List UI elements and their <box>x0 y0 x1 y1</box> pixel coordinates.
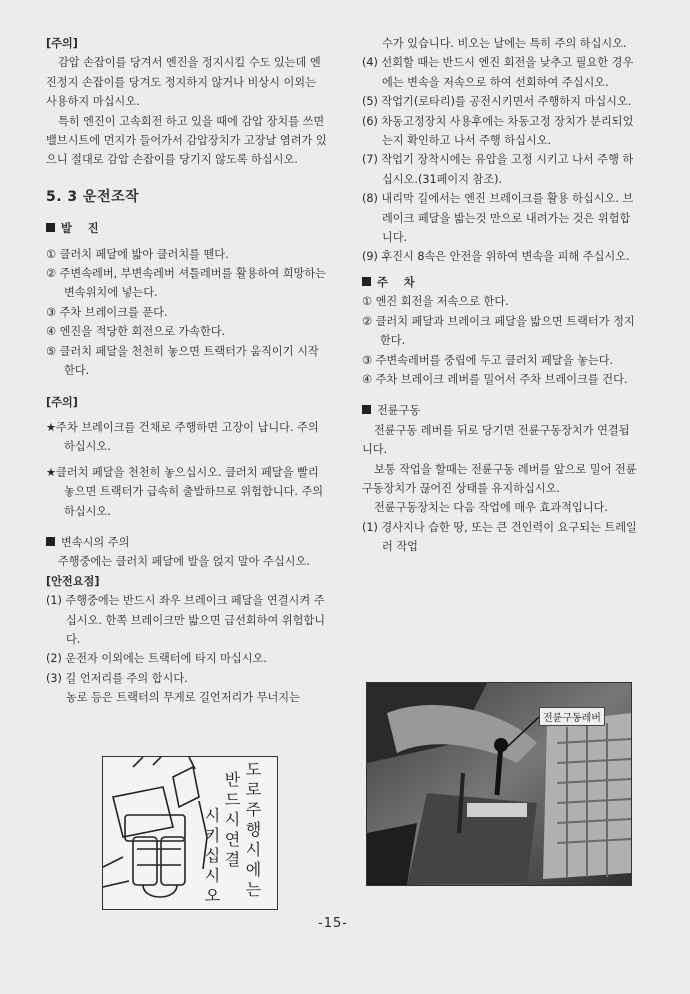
list-item: (9) 후진시 8속은 안전을 위하여 변속을 피해 주십시오. <box>362 250 630 264</box>
list-item: ③ 주차 브레이크를 푼다. <box>46 305 168 319</box>
photo-label: 전륜구동레버 <box>539 707 605 726</box>
caution-paragraph: 특히 엔진이 고속회전 하고 있을 때에 감압 장치를 쓰면 밸브시트에 먼지가 들어가서 감압장치가 고장날 염려가 있으니 절대로 감압 손잡이를 당기지 않도록 하십시오. <box>46 114 327 167</box>
caution-paragraph: 감압 손잡이를 당겨서 엔진을 정지시킬 수도 있는데 엔진정지 손잡이를 당겨도 정지하지 않거나 비상시 이외는 사용하지 마십시오. <box>46 56 321 109</box>
paragraph: 전륜구동 레버를 뒤로 당기면 전륜구동장치가 연결됩니다. <box>362 423 630 457</box>
list-item: (5) 작업기(로타리)를 공전시키면서 주행하지 마십시오. <box>362 95 632 109</box>
list-item: ③ 주변속레버를 중립에 두고 클러치 페달을 놓는다. <box>362 353 614 367</box>
list-item: (7) 작업기 장착시에는 유압을 고정 시키고 나서 주행 하십시오.(31페이지 참조). <box>362 153 634 186</box>
list-item: (6) 차동고정장치 사용후에는 차동고정 장치가 분리되었는지 확인하고 나서 주행 하십시오. <box>362 114 634 148</box>
paragraph: 주행중에는 클러치 페달에 발을 얹지 말아 주십시오. <box>58 555 310 569</box>
safety-heading: [안전요점] <box>46 574 100 588</box>
left-column <box>46 34 329 708</box>
illustration-caption: 반드시연결 <box>222 771 241 871</box>
list-item: ① 클러치 페달에 밟아 클러치를 뗀다. <box>46 247 229 261</box>
fwd-lever-photo <box>366 682 632 886</box>
illustration-caption: 시키십시오 <box>202 807 221 907</box>
paragraph: 보통 작업을 할때는 전륜구동 레버를 앞으로 밀어 전륜구동장치가 끊어진 상태를 유지하십시오. <box>362 462 637 495</box>
page-number: -15- <box>318 916 348 931</box>
list-item: ★클러치 페달을 천천히 놓으십시오. 클러치 페달을 빨리 놓으면 트랙터가 급속히 출발하므로 위험합니다. 주의 하십시오. <box>46 465 324 518</box>
list-item: ④ 엔진을 적당한 회전으로 가속한다. <box>46 325 226 339</box>
illustration-caption: 도로주행시에는 <box>243 761 262 901</box>
caution-heading: [주의] <box>46 395 78 409</box>
list-item: (8) 내리막 길에서는 엔진 브레이크를 활용 하십시오. 브레이크 페달을 밟는것 만으로 내려가는 것은 위험합니다. <box>362 192 634 245</box>
list-item: (1) 주행중에는 반드시 좌우 브레이크 페달을 연결시켜 주십시오. 한쪽 브레이크만 밟으면 급선회하여 위험합니다. <box>46 594 326 646</box>
subsection-heading: 전륜구동 <box>362 401 638 420</box>
square-bullet-icon <box>46 537 55 546</box>
square-bullet-icon <box>362 277 371 286</box>
list-item: ① 엔진 회전을 저속으로 한다. <box>362 295 509 309</box>
list-item: ★주차 브레이크를 건채로 주행하면 고장이 납니다. 주의하십시오. <box>46 420 319 454</box>
right-column <box>362 34 638 557</box>
list-item: ② 주변속레버, 부변속레버 셔틀레버를 활용하여 희망하는 변속위치에 넣는다. <box>46 267 326 300</box>
square-bullet-icon <box>46 223 55 232</box>
list-item: ⑤ 클러치 페달을 천천히 놓으면 트랙터가 움직이기 시작한다. <box>46 344 319 378</box>
subsection-heading: 발 진 <box>46 219 329 238</box>
paragraph: 전륜구동장치는 다음 작업에 매우 효과적입니다. <box>374 501 608 515</box>
list-item: (1) 경사지나 습한 땅, 또는 큰 견인력이 요구되는 트레일러 작업 <box>362 520 637 554</box>
list-item: ② 클러치 페달과 브레이크 페달을 밟으면 트랙터가 정지한다. <box>362 314 635 348</box>
caution-heading: [주의] <box>46 37 78 50</box>
paragraph: 농로 등은 트랙터의 무게로 길언저리가 무너지는 <box>66 691 300 705</box>
brake-pedal-illustration <box>102 756 278 910</box>
subsection-heading: 주 차 <box>362 273 638 292</box>
list-item: (2) 운전자 이외에는 트랙터에 타지 마십시오. <box>46 652 267 666</box>
paragraph: 수가 있습니다. 비오는 날에는 특히 주의 하십시오. <box>382 37 627 50</box>
square-bullet-icon <box>362 405 371 414</box>
list-item: (4) 선회할 때는 반드시 엔진 회전을 낮추고 필요한 경우에는 변속을 저속으로 하여 선회하여 주십시오. <box>362 56 634 89</box>
subsection-heading: 변속시의 주의 <box>46 533 329 552</box>
section-title: 5. 3 운전조작 <box>46 188 140 205</box>
list-item: (3) 길 언저리를 주의 합시다. <box>46 671 188 685</box>
list-item: ④ 주차 브레이크 레버를 밀어서 주차 브레이크를 건다. <box>362 372 628 386</box>
